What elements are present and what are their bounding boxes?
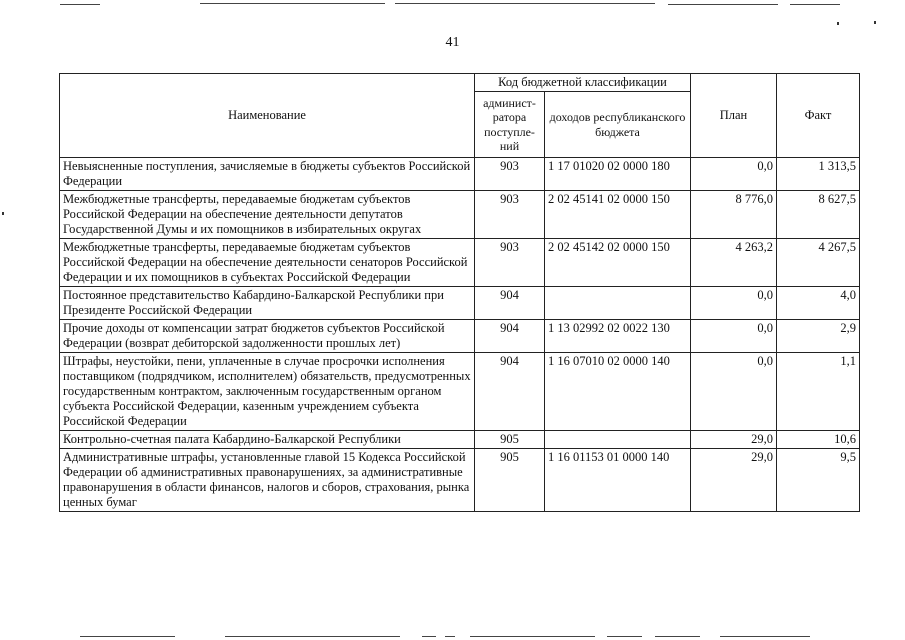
table-row	[60, 158, 860, 191]
row-name-cell: Межбюджетные трансферты, передаваемые бюджетам субъектов Российской Федерации на обеспечение деятельности депутатов Государственной Думы и их помощников в избирательных округах	[60, 191, 475, 239]
header-fact: Факт	[777, 74, 860, 158]
scan-artifact-line	[445, 636, 455, 637]
row-plan-cell: 0,0	[691, 287, 777, 320]
row-name-cell: Межбюджетные трансферты, передаваемые бюджетам субъектов Российской Федерации на обеспечение деятельности сенаторов Российской Федерации и их помощников в субъектах Российской Федерации	[60, 239, 475, 287]
row-budget-code-cell: 1 16 07010 02 0000 140	[545, 353, 691, 431]
row-fact-cell: 8 627,5	[777, 191, 860, 239]
row-fact-cell: 1 313,5	[777, 158, 860, 191]
header-plan: План	[691, 74, 777, 158]
row-fact-cell: 9,5	[777, 449, 860, 512]
table-row	[60, 239, 860, 287]
scan-artifact-line	[60, 4, 100, 5]
row-fact-cell: 2,9	[777, 320, 860, 353]
scan-artifact-line	[470, 636, 595, 637]
header-admin: админист-ратора поступле-ний	[475, 92, 545, 158]
scan-artifact-line	[200, 3, 385, 4]
table-row	[60, 449, 860, 512]
row-plan-cell: 4 263,2	[691, 239, 777, 287]
row-name-cell: Контрольно-счетная палата Кабардино-Балкарской Республики	[60, 431, 475, 449]
scan-artifact-line	[607, 636, 642, 637]
row-plan-cell: 8 776,0	[691, 191, 777, 239]
row-admin-code-cell: 904	[475, 320, 545, 353]
row-plan-cell: 0,0	[691, 320, 777, 353]
row-fact-cell: 10,6	[777, 431, 860, 449]
row-budget-code-cell	[545, 431, 691, 449]
row-name-cell: Невыясненные поступления, зачисляемые в бюджеты субъектов Российской Федерации	[60, 158, 475, 191]
row-admin-code-cell: 903	[475, 239, 545, 287]
table-row	[60, 287, 860, 320]
row-admin-code-cell: 904	[475, 353, 545, 431]
scan-artifact-line	[655, 636, 700, 637]
scan-artifact-line	[668, 4, 778, 5]
scan-artifact-line	[80, 636, 175, 637]
scan-artifact-line	[720, 636, 810, 637]
row-admin-code-cell: 903	[475, 191, 545, 239]
scan-artifact-line	[422, 636, 436, 637]
row-name-cell: Постоянное представительство Кабардино-Балкарской Республики при Президенте Российской Федерации	[60, 287, 475, 320]
scan-artifact-dot	[837, 22, 839, 25]
row-budget-code-cell: 2 02 45141 02 0000 150	[545, 191, 691, 239]
page-number: 41	[445, 35, 460, 50]
row-fact-cell: 4 267,5	[777, 239, 860, 287]
table-body	[60, 158, 860, 512]
scan-artifact-line	[225, 636, 400, 637]
scan-artifact-dot	[874, 21, 876, 24]
table-row	[60, 431, 860, 449]
table-row	[60, 191, 860, 239]
row-plan-cell: 0,0	[691, 353, 777, 431]
scan-artifact-dot	[2, 212, 4, 215]
row-fact-cell: 1,1	[777, 353, 860, 431]
row-budget-code-cell: 1 17 01020 02 0000 180	[545, 158, 691, 191]
header-income: доходов республиканского бюджета	[545, 92, 691, 158]
budget-table	[59, 73, 860, 512]
row-admin-code-cell: 903	[475, 158, 545, 191]
row-name-cell: Штрафы, неустойки, пени, уплаченные в случае просрочки исполнения поставщиком (подрядчиком, исполнителем) обязательств, предусмотренных государственным контрактом, заключенным государственным органом субъекта Российской Федерации, казенным учреждением субъекта Российской Федерации	[60, 353, 475, 431]
row-budget-code-cell	[545, 287, 691, 320]
row-plan-cell: 29,0	[691, 431, 777, 449]
row-budget-code-cell: 1 13 02992 02 0022 130	[545, 320, 691, 353]
row-budget-code-cell: 1 16 01153 01 0000 140	[545, 449, 691, 512]
row-admin-code-cell: 904	[475, 287, 545, 320]
header-name: Наименование	[60, 74, 475, 158]
row-budget-code-cell: 2 02 45142 02 0000 150	[545, 239, 691, 287]
scan-artifact-line	[790, 4, 840, 5]
table-row	[60, 320, 860, 353]
row-name-cell: Прочие доходы от компенсации затрат бюджетов субъектов Российской Федерации (возврат дебиторской задолженности прошлых лет)	[60, 320, 475, 353]
row-name-cell: Административные штрафы, установленные главой 15 Кодекса Российской Федерации об административных правонарушениях, за административные правонарушения в области финансов, налогов и сборов, страхования, рынка ценных бумаг	[60, 449, 475, 512]
row-plan-cell: 0,0	[691, 158, 777, 191]
header-code-group: Код бюджетной классификации	[475, 74, 691, 92]
table-row	[60, 353, 860, 431]
row-admin-code-cell: 905	[475, 431, 545, 449]
row-admin-code-cell: 905	[475, 449, 545, 512]
row-plan-cell: 29,0	[691, 449, 777, 512]
row-fact-cell: 4,0	[777, 287, 860, 320]
scan-artifact-line	[395, 3, 655, 4]
